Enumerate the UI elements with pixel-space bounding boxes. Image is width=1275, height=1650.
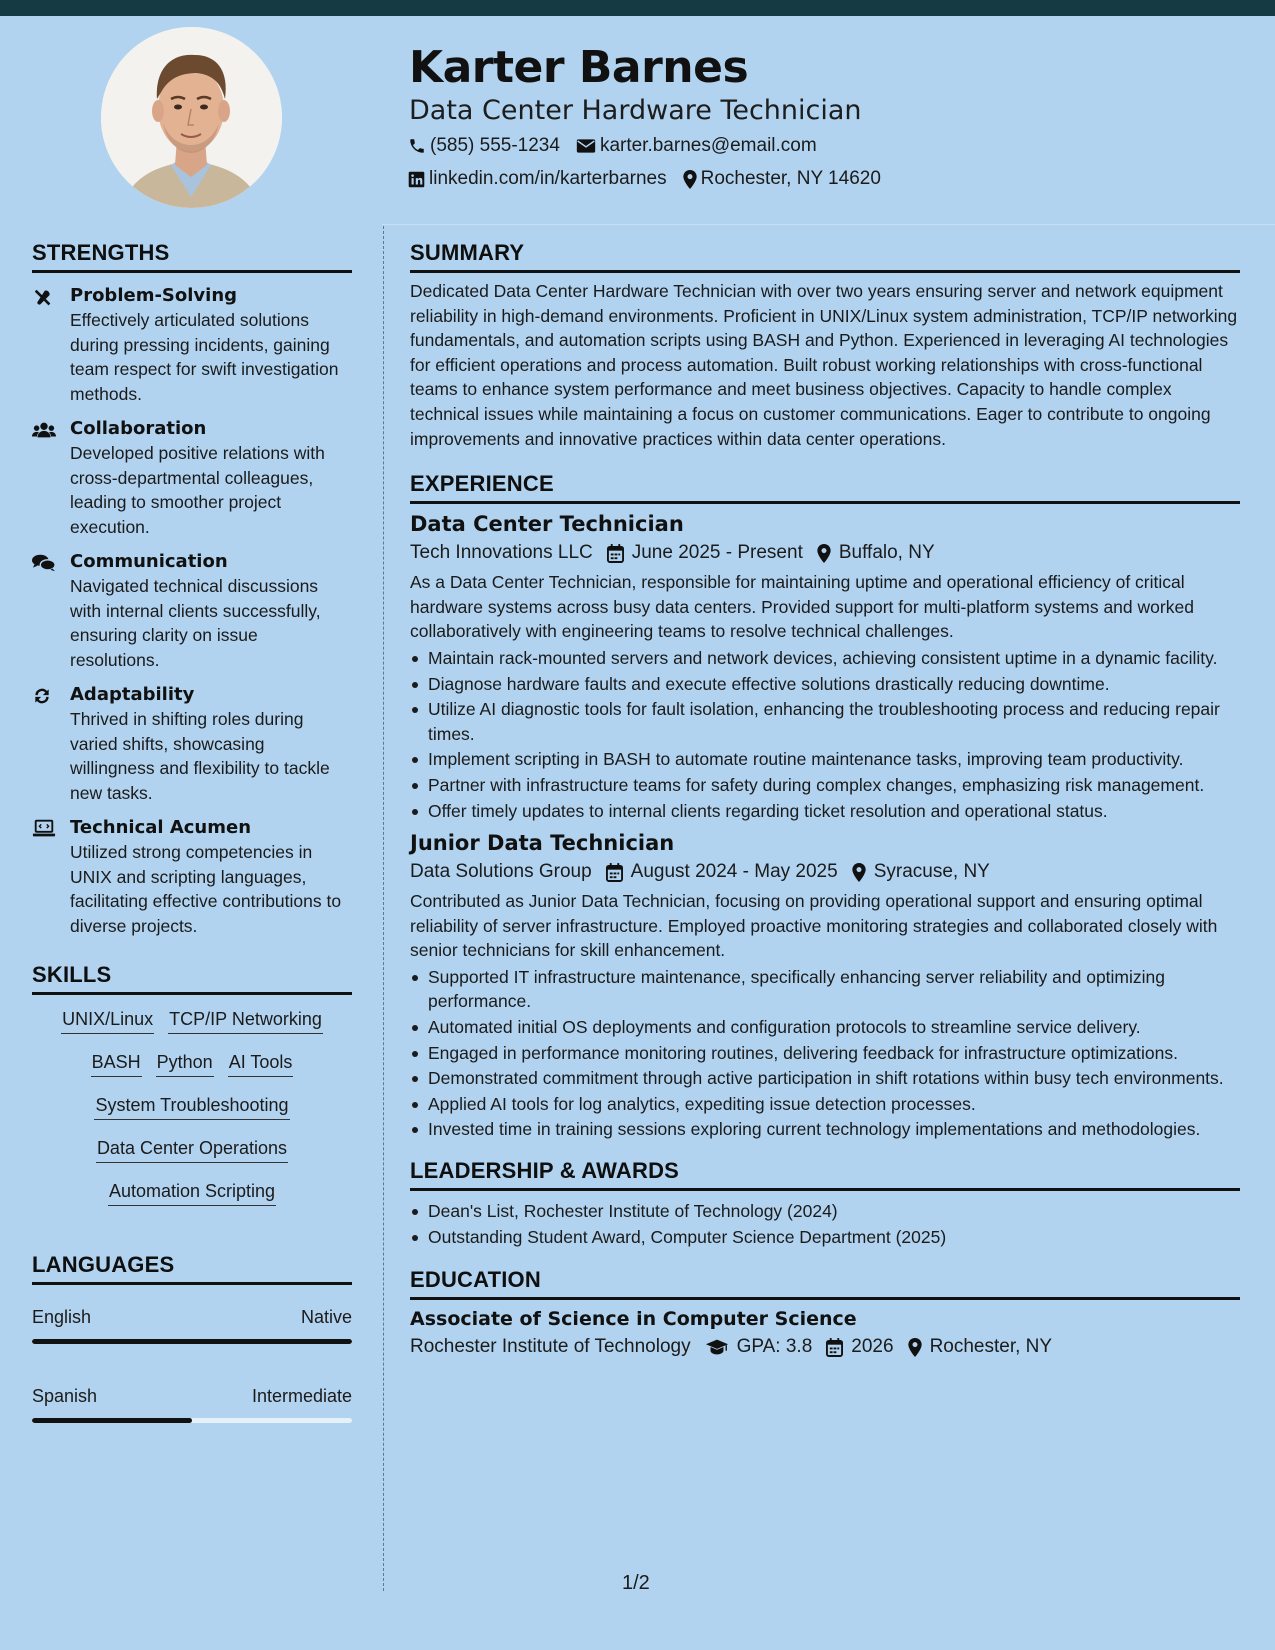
language-name: English <box>32 1307 92 1327</box>
column-divider <box>383 226 384 1591</box>
map-marker-icon <box>817 544 831 563</box>
skills-list <box>32 1009 352 1206</box>
job-company: Data Solutions Group <box>410 861 592 883</box>
strength-item <box>32 551 352 672</box>
languages-heading: LANGUAGES <box>32 1252 352 1285</box>
experience-heading: EXPERIENCE <box>410 471 1240 504</box>
map-marker-icon <box>852 863 866 882</box>
candidate-name: Karter Barnes <box>409 42 749 93</box>
sync-icon <box>32 686 52 706</box>
list-item: Dean's List, Rochester Institute of Technology (2024) <box>410 1199 1240 1224</box>
job-description: As a Data Center Technician, responsible for maintaining uptime and operational efficiency of critical hardware systems across busy data centers. Provided support for multi-platform systems and worked collaboratively with engineering teams to resolve technical challenges. <box>410 572 1194 642</box>
list-item: Supported IT infrastructure maintenance, specifically enhancing server reliability and optimizing performance. <box>410 965 1240 1014</box>
list-item: Invested time in training sessions exploring current technology implementations and methodologies. <box>410 1117 1240 1142</box>
comments-icon <box>32 553 56 573</box>
strength-desc: Navigated technical discussions with internal clients successfully, ensuring clarity on issue resolutions. <box>70 576 321 670</box>
strength-title: Problem-Solving <box>70 285 238 306</box>
job-title: Data Center Technician <box>410 512 684 537</box>
users-icon <box>32 420 56 440</box>
profile-photo <box>101 27 282 208</box>
summary-text: Dedicated Data Center Hardware Technician with over two years ensuring server and network equipment reliability in high-demand environments. Proficient in UNIX/Linux system administration, TCP/IP networking fundamentals, and automation scripts using BASH and Python. Experienced in leveraging AI technologies for efficient operations and process automation. Built robust working relationships with cross-functional teams to enhance system performance and meet business objectives. Capacity to handle complex technical issues while maintaining a focus on customer communications. Eager to contribute to ongoing improvements and innovative practices within data center operations. <box>410 281 1238 449</box>
job-description: Contributed as Junior Data Technician, focusing on providing operational support and ensuring optimal reliability of server infrastructure. Employed proactive monitoring strategies and collaborated closely with senior technicians for skill enhancement. <box>410 891 1218 961</box>
list-item: Maintain rack-mounted servers and network devices, achieving consistent uptime in a dynamic facility. <box>410 646 1240 671</box>
list-item: Offer timely updates to internal clients regarding ticket resolution and operational status. <box>410 799 1240 824</box>
graduation-cap-icon <box>705 1338 729 1356</box>
strength-title: Adaptability <box>70 684 195 705</box>
language-level: Intermediate <box>251 1386 352 1406</box>
list-item: Utilize AI diagnostic tools for fault isolation, enhancing the troubleshooting process and reducing repair times. <box>410 697 1240 746</box>
job-location: Buffalo, NY <box>838 542 935 564</box>
list-item: Applied AI tools for log analytics, expediting issue detection processes. <box>410 1092 1240 1117</box>
list-item: Demonstrated commitment through active participation in shift rotations within busy tech environments. <box>410 1066 1240 1091</box>
strength-desc: Thrived in shifting roles during varied shifts, showcasing willingness and flexibility to tackle new tasks. <box>70 709 330 803</box>
main-content <box>410 240 1240 1358</box>
job-dates: June 2025 - Present <box>631 542 803 564</box>
strength-item <box>32 684 352 805</box>
job-entry <box>410 512 1240 823</box>
education-meta <box>410 1336 1240 1358</box>
skill-tag: AI Tools <box>228 1052 294 1077</box>
laptop-code-icon <box>32 819 56 839</box>
map-marker-icon <box>683 170 697 189</box>
contact-row-1 <box>408 135 833 157</box>
header-divider <box>382 224 1275 225</box>
skill-tag: TCP/IP Networking <box>168 1009 323 1034</box>
phone-contact[interactable] <box>408 135 560 157</box>
calendar-icon <box>606 863 623 882</box>
strengths-heading: STRENGTHS <box>32 240 352 273</box>
language-item <box>32 1307 352 1344</box>
job-dates: August 2024 - May 2025 <box>630 861 838 883</box>
calendar-icon <box>826 1338 843 1357</box>
awards-heading: LEADERSHIP & AWARDS <box>410 1158 1240 1191</box>
job-title: Junior Data Technician <box>410 831 675 856</box>
strength-title: Technical Acumen <box>70 817 252 838</box>
summary-heading: SUMMARY <box>410 240 1240 273</box>
page-number: 1/2 <box>622 1572 650 1594</box>
phone-text: (585) 555-1234 <box>430 135 560 156</box>
linkedin-text: linkedin.com/in/karterbarnes <box>429 168 667 189</box>
list-item: Partner with infrastructure teams for safety during complex changes, emphasizing risk management. <box>410 773 1240 798</box>
strength-item <box>32 817 352 938</box>
strength-desc: Utilized strong competencies in UNIX and scripting languages, facilitating effective contributions to diverse projects. <box>70 842 342 936</box>
phone-icon <box>408 137 426 155</box>
job-bullets <box>410 646 1240 823</box>
strength-item <box>32 285 352 406</box>
skill-tag: BASH <box>91 1052 142 1077</box>
list-item: Engaged in performance monitoring routines, delivering feedback for infrastructure optimizations. <box>410 1041 1240 1066</box>
skill-tag: Python <box>156 1052 214 1077</box>
email-text: karter.barnes@email.com <box>599 135 817 156</box>
sidebar <box>32 240 352 1465</box>
strength-title: Communication <box>70 551 228 572</box>
list-item: Diagnose hardware faults and execute effective solutions drastically reducing downtime. <box>410 672 1240 697</box>
location-text: Rochester, NY 14620 <box>700 168 881 189</box>
language-item <box>32 1386 352 1423</box>
awards-list <box>410 1199 1240 1249</box>
graduation-year: 2026 <box>851 1336 894 1358</box>
list-item: Implement scripting in BASH to automate routine maintenance tasks, improving team productivity. <box>410 747 1240 772</box>
language-proficiency-fill <box>32 1339 352 1344</box>
strength-title: Collaboration <box>70 418 207 439</box>
job-location: Syracuse, NY <box>873 861 990 883</box>
skill-tag: Automation Scripting <box>108 1181 276 1206</box>
gpa-text: GPA: 3.8 <box>736 1336 813 1358</box>
contact-row-2 <box>408 168 897 190</box>
education-heading: EDUCATION <box>410 1267 1240 1300</box>
degree-title: Associate of Science in Computer Science <box>410 1308 857 1331</box>
list-item: Automated initial OS deployments and configuration protocols to streamline service delivery. <box>410 1015 1240 1040</box>
language-level: Native <box>300 1307 352 1327</box>
linkedin-icon <box>408 171 425 188</box>
language-proficiency-bar <box>32 1418 352 1423</box>
envelope-icon <box>576 138 596 154</box>
school-name: Rochester Institute of Technology <box>410 1336 691 1358</box>
school-location: Rochester, NY <box>929 1336 1053 1358</box>
strength-desc: Effectively articulated solutions during pressing incidents, gaining team respect for swift investigation methods. <box>70 310 339 404</box>
skill-tag: System Troubleshooting <box>94 1095 289 1120</box>
tools-icon <box>32 287 54 309</box>
skill-tag: Data Center Operations <box>96 1138 288 1163</box>
map-marker-icon <box>908 1338 922 1357</box>
skill-tag: UNIX/Linux <box>61 1009 154 1034</box>
job-entry <box>410 831 1240 1142</box>
language-name: Spanish <box>32 1386 98 1406</box>
list-item: Outstanding Student Award, Computer Science Department (2025) <box>410 1225 1240 1250</box>
job-bullets <box>410 965 1240 1142</box>
email-contact[interactable] <box>576 135 817 157</box>
candidate-title: Data Center Hardware Technician <box>409 95 862 126</box>
job-company: Tech Innovations LLC <box>410 542 593 564</box>
language-proficiency-bar <box>32 1339 352 1344</box>
skills-heading: SKILLS <box>32 962 352 995</box>
strength-item <box>32 418 352 539</box>
language-proficiency-fill <box>32 1418 192 1423</box>
top-bar <box>0 0 1275 16</box>
strength-desc: Developed positive relations with cross-departmental colleagues, leading to smoother project execution. <box>70 443 325 537</box>
linkedin-contact[interactable] <box>408 168 667 190</box>
location-contact <box>683 168 881 190</box>
calendar-icon <box>607 544 624 563</box>
